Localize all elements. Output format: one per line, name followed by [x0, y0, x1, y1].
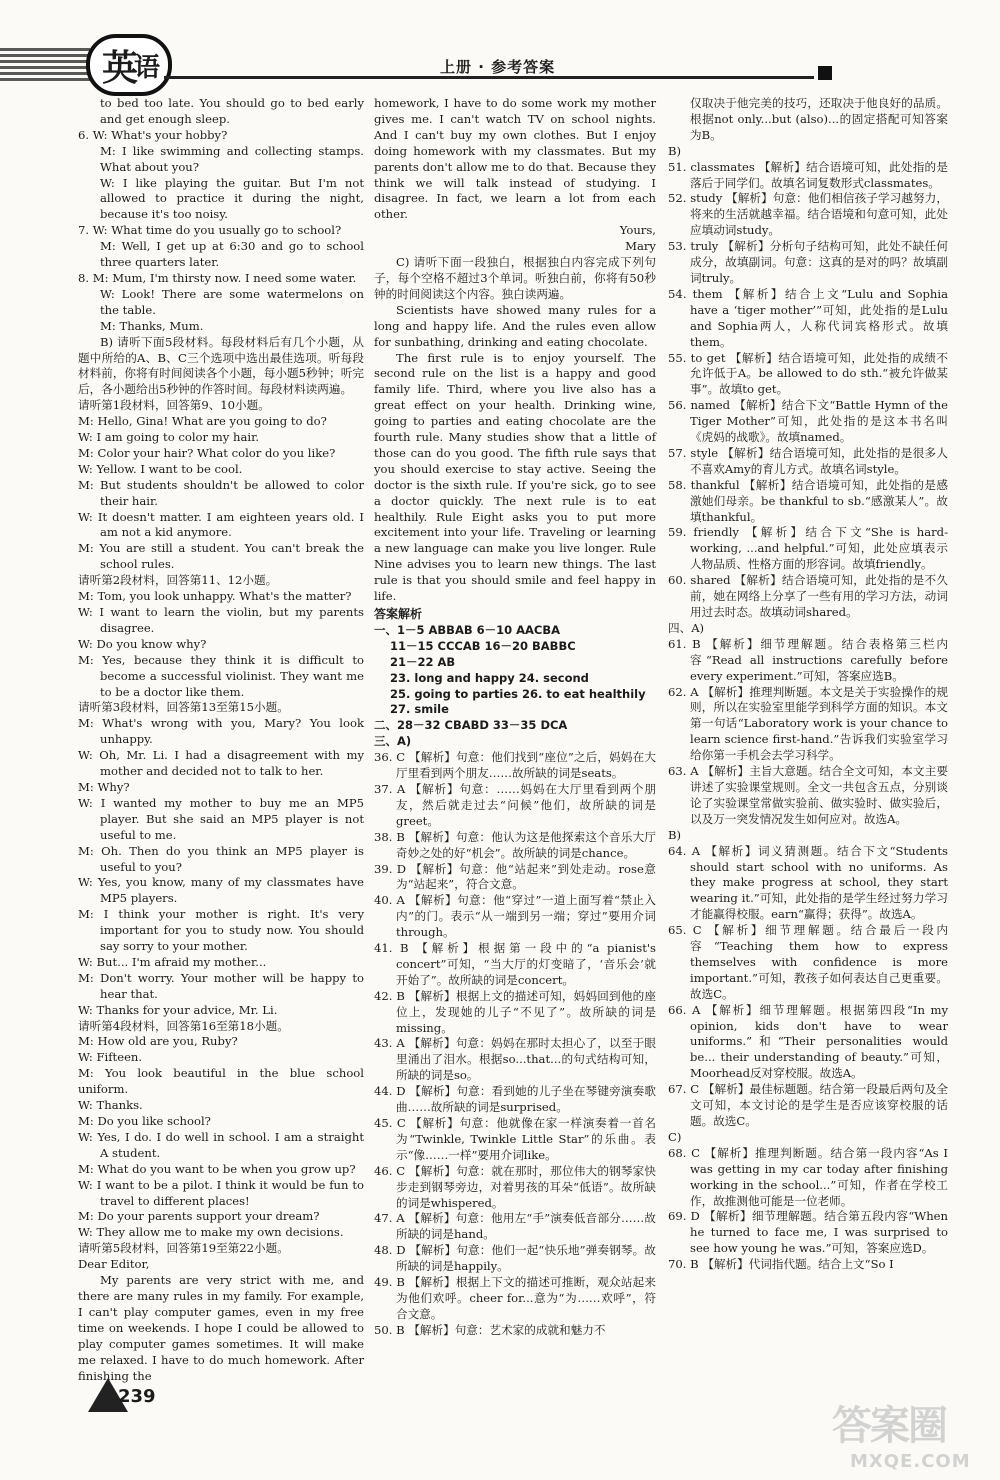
listening-script-line: M: Thanks, Mum.	[100, 318, 204, 333]
listening-script-line: M: Do you like school?	[78, 1114, 211, 1128]
answer-key-line: 11－15 CCCAB 16－20 BABBC	[390, 638, 576, 653]
listening-script-line: 请听第3段材料，回答第13至第15小题。	[78, 700, 289, 715]
listening-script-line: B) 请听下面5段材料。每段材料后有几个小题，从题中所给的A、B、C三个选项中选出最佳选项。听每段材料前，你将有时间阅读各个小题，每小题5秒钟；听完后，各小题给出5秒钟的作答时间。每段材料读两遍。	[78, 334, 364, 397]
answer-explanation: 41. B 【解析】根据第一段中的“a pianist's concert”可知，“当大厅的灯变暗了，‘音乐会’就开始了”。故所缺的词是concert。	[374, 941, 656, 987]
answer-explanation: 63. A 【解析】主旨大意题。结合全文可知，本文主要讲述了实验课堂规则。全文一共包含五点，分别谈论了实验课堂常做实验前、做实验时、做实验后，以及万一突发情况发生如何应对。故选A。	[668, 764, 948, 826]
logo-small-char: 语	[134, 52, 157, 83]
listening-script-line: M: I think your mother is right. It's very important for you to study now. You should say sorry to your mother.	[78, 907, 364, 954]
answer-explanation: 50. B 【解析】句意：艺术家的成就和魅力不	[374, 1322, 606, 1337]
listening-script-line: C) 请听下面一段独白，根据独白内容完成下列句子，每个空格不超过3个单词。听独白前，你将有50秒钟的时间阅读这个内容。独白读两遍。	[374, 255, 656, 301]
listening-script-line: W: Fifteen.	[78, 1050, 143, 1065]
answer-explanation: B)	[668, 143, 682, 158]
answer-explanation: C)	[668, 1129, 682, 1144]
answer-explanation: 46. C 【解析】句意：就在那时，那位伟大的钢琴家快步走到钢琴旁边，对着男孩的耳朵“低语”。故所缺的词是whispered。	[374, 1163, 656, 1210]
listening-script-line: M: Color your hair? What color do you like?	[78, 445, 336, 460]
answer-explanation: 37. A 【解析】句意：……妈妈在大厅里看到两个朋友，然后就走过去“问候”他们，故所缺的词是greet。	[374, 781, 656, 828]
answer-explanation: 59. friendly 【解析】结合下文“She is hard-working, ...and helpful.”可知，此处应填表示人物品质、性格方面的形容词。故填friendly。	[668, 525, 948, 572]
listening-script-line: W: I like playing the guitar. But I'm not allowed to practice it during the night, because it's too noisy.	[100, 175, 364, 222]
listening-script-line: 6. W: What's your hobby?	[78, 127, 228, 142]
answer-explanation: 40. A 【解析】句意：他“穿过”一道上面写着“禁止入内”的门。表示“从一端到另一端；穿过”要用介词through。	[374, 893, 656, 940]
answer-explanation: 67. C 【解析】最佳标题题。结合第一段最后两句及全文可知，本文讨论的是学生是否应该穿校服的话题。故选C。	[668, 1082, 948, 1128]
answer-explanation: 38. B 【解析】句意：他认为这是他探索这个音乐大厅奇妙之处的好“机会”。故所缺的词是chance。	[374, 829, 656, 860]
listening-script-line: M: Hello, Gina! What are you going to do?	[78, 414, 327, 429]
answer-explanation: 57. style 【解析】结合语境可知，此处指的是很多人不喜欢Amy的育儿方式。故填名词style。	[668, 445, 948, 476]
answer-explanation: 仅取决于他完美的技巧，还取决于他良好的品质。根据not only...but (also)...的固定搭配可知答案为B。	[690, 96, 948, 142]
listening-script-line: 7. W: What time do you usually go to school?	[78, 223, 342, 238]
listening-script-line: W: But... I'm afraid my mother...	[78, 954, 267, 969]
listening-script-line: 8. M: Mum, I'm thirsty now. I need some water.	[78, 270, 357, 285]
listening-script-line: W: Look! There are some watermelons on the table.	[100, 286, 364, 317]
listening-script-line: M: Well, I get up at 6:30 and go to school three quarters later.	[100, 239, 364, 270]
listening-script-line: W: Thanks.	[78, 1098, 143, 1113]
column-2	[374, 96, 656, 1339]
listening-script-line: M: Yes, because they think it is difficult to become a successful violinist. They want me to be a doctor like them.	[78, 652, 364, 699]
answer-explanation: 36. C 【解析】句意：他们找到“座位”之后，妈妈在大厅里看到两个朋友……故所缺的词是seats。	[374, 750, 656, 781]
listening-script-line: homework, I have to do some work my mother gives me. I can't watch TV on school nights. And I can't buy my own clothes. But I enjoy doing homework with my classmates. But my parents don't allow me to do that. Because they think we will talk instead of studying. I disagree. In fact, we learn a lot from each other.	[374, 96, 656, 222]
logo-main-char: 英	[101, 47, 134, 89]
answer-explanation: 49. B 【解析】根据上下文的描述可推断，观众站起来为他们欢呼。cheer for...意为“为……欢呼”，符合文意。	[374, 1275, 656, 1321]
listening-script-line: M: What do you want to be when you grow up?	[78, 1161, 356, 1176]
answer-explanation: 64. A 【解析】词义猜测题。结合下文“Students should start school with no uniforms. As they make progress at school, they start wearing it.”可知，此处指的是学生经过努力学习才能赢得校服。earn“赢得；获得”。故选A。	[668, 843, 948, 922]
listening-script-line: W: I want to be a pilot. I think it would be fun to travel to different places!	[78, 1177, 364, 1208]
answer-key-line: 二、28－32 CBABD 33－35 DCA	[374, 718, 568, 733]
answer-key-line: 21－22 AB	[390, 654, 456, 669]
answer-explanation: 70. B 【解析】代词指代题。结合上文“So I	[668, 1257, 894, 1272]
listening-script-line: W: Yellow. I want to be cool.	[78, 461, 243, 476]
answer-explanation: 65. C 【解析】细节理解题。结合最后一段内容“Teaching them how to express themselves with confidence is more important.”可知，教孩子如何表达自己更重要。故选C。	[668, 923, 948, 1001]
answer-explanation: 47. A 【解析】句意：他用左“手”演奏低音部分……故所缺的词是hand。	[374, 1211, 656, 1242]
answer-explanation: 56. named 【解析】结合下文“Battle Hymn of the Tiger Mother”可知，此处指的是这本书名叫《虎妈的战歌》。故填named。	[668, 398, 948, 445]
answer-explanation: 42. B 【解析】根据上文的描述可知，妈妈回到他的座位上，发现她的儿子“不见了”。故所缺的词是missing。	[374, 988, 656, 1035]
listening-script-line: M: You are still a student. You can't break the school rules.	[78, 541, 364, 572]
watermark-line-1: 答案圈	[832, 1403, 946, 1449]
answer-explanation: 54. them 【解析】结合上文“Lulu and Sophia have a ‘tiger mother’”可知，此处指的是Lulu and Sophia两人，人称代词宾格形式。故填them。	[668, 286, 948, 349]
page-number: 239	[118, 1386, 156, 1407]
listening-script-line: M: How old are you, Ruby?	[78, 1034, 238, 1049]
answer-explanation: 66. A 【解析】细节理解题。根据第四段“In my opinion, kids don't have to wear uniforms.”和“Their personalities would be... their understanding of beauty.”可知，Moorhead反对穿校服。故选A。	[668, 1002, 948, 1081]
listening-script-line: W: I want to learn the violin, but my parents disagree.	[78, 605, 364, 635]
listening-script-line: M: Why?	[78, 779, 130, 794]
listening-script-line: W: Oh, Mr. Li. I had a disagreement with my mother and decided not to talk to her.	[78, 748, 364, 779]
listening-script-line: M: Do your parents support your dream?	[78, 1209, 320, 1224]
answer-explanation: 68. C 【解析】推理判断题。结合第一段内容“As I was getting in my car today after finishing working in the school...”可知，作者在学校工作，故推测他可能是一位老师。	[668, 1145, 948, 1208]
listening-script-line: M: What's wrong with you, Mary? You look unhappy.	[78, 716, 364, 747]
answer-explanation: 53. truly 【解析】分析句子结构可知，此处不缺任何成分，故填副词。句意：这真的是对的吗？故填副词truly。	[668, 239, 948, 285]
listening-script-line: M: You look beautiful in the blue school uniform.	[78, 1066, 364, 1097]
listening-script-line: 请听第4段材料，回答第16至第18小题。	[78, 1018, 289, 1033]
listening-script-line: 请听第2段材料，回答第11、12小题。	[78, 573, 278, 588]
answer-explanation: 48. D 【解析】句意：他们一起“快乐地”弹奏钢琴。故所缺的词是happily。	[374, 1243, 656, 1274]
listening-script-line: The first rule is to enjoy yourself. The second rule on the list is a happy and good family life. Third, where you live also has a great effect on your health. Drinking wine, going to parties and eating chocolate are the fourth rule. Many studies show that a little of those can do you good. The fifth rule says that you should exercise to stay active. Seeing the doctor is the sixth rule. If you're sick, go to see a doctor quickly. The next rule is to eat healthily. Rule Eight asks you to put more excitement into your life. Traveling or learning a new language can make you live longer. Rule Nine advises you to learn new things. The last rule is that you should smile and feel happy in life.	[374, 350, 656, 604]
answer-explanation: 61. B 【解析】细节理解题。结合表格第三栏内容“Read all instructions carefully before every experiment.”可知，答案应选B。	[668, 636, 948, 683]
answer-key-line: 25. going to parties 26. to eat healthily	[390, 686, 646, 701]
watermark-line-2: MXQE.COM	[850, 1451, 971, 1472]
watermark	[832, 1394, 982, 1476]
listening-script-line: M: I like swimming and collecting stamps. What about you?	[100, 143, 364, 174]
listening-script-line: W: Yes, you know, many of my classmates have MP5 players.	[78, 875, 364, 906]
answer-explanation: 58. thankful 【解析】结合语境可知，此处指的是感激她们母亲。be thankful to sb.“感激某人”。故填thankful。	[668, 477, 948, 524]
answer-explanation: 39. D 【解析】句意：他“站起来”到处走动。rose意为“站起来”，符合文意。	[374, 861, 656, 892]
header-square-mark	[818, 66, 832, 80]
answer-explanation: 四、A)	[668, 620, 705, 635]
listening-script-line: Mary	[625, 239, 656, 254]
listening-script-line: M: Oh. Then do you think an MP5 player is useful to you?	[78, 843, 364, 874]
answer-key-line: 三、A)	[374, 734, 412, 749]
answer-explanation: 62. A 【解析】推理判断题。本文是关于实验操作的规则，所以在实验室里能学到科学方面的知识。本文第一句话“Laboratory work is your chance to learn science first-hand.”告诉我们实验室学习给你第一手机会去学习科学。	[668, 684, 948, 763]
listening-script-line: W: Thanks for your advice, Mr. Li.	[78, 1002, 278, 1017]
answer-explanation: 44. D 【解析】句意：看到她的儿子坐在琴键旁演奏歌曲……故所缺的词是surprised。	[374, 1084, 656, 1115]
listening-script-line: W: Yes, I do. I do well in school. I am a straight A student.	[78, 1129, 364, 1160]
header-stripes	[0, 48, 90, 82]
listening-script-line: 请听第1段材料，回答第9、10小题。	[78, 398, 270, 413]
listening-script-line: M: But students shouldn't be allowed to color their hair.	[78, 477, 364, 508]
listening-script-line: Dear Editor,	[78, 1257, 150, 1272]
answer-key-line: 27. smile	[390, 702, 449, 717]
answer-explanation: 52. study 【解析】句意：他们相信孩子学习越努力，将来的生活就越幸福。结合语境和句意可知，此处应填动词study。	[668, 191, 948, 238]
listening-script-line: M: Don't worry. Your mother will be happy to hear that.	[78, 970, 364, 1001]
column-1	[78, 96, 364, 1384]
answer-explanation: 69. D 【解析】细节理解题。结合第五段内容“When he turned to face me, I was surprised to see how young he was.”可知，答案应选D。	[668, 1209, 948, 1256]
listening-script-line: W: It doesn't matter. I am eighteen years old. I am not a kid anymore.	[78, 509, 364, 540]
page-title: 上册 · 参考答案	[440, 58, 556, 76]
listening-script-line: 请听第5段材料，回答第19至第22小题。	[78, 1241, 289, 1256]
listening-script-line: W: Do you know why?	[78, 636, 207, 651]
listening-script-line: Yours,	[619, 223, 656, 238]
listening-script-line: M: Tom, you look unhappy. What's the matter?	[78, 589, 352, 604]
answer-explanation: 55. to get 【解析】结合语境可知，此处指的成绩不允许低于A。be allowed to do sth.“被允许做某事”。故填to get。	[668, 350, 948, 397]
listening-script-line: W: They allow me to make my own decisions.	[78, 1225, 344, 1240]
answer-key-line: 一、1－5 ABBAB 6－10 AACBA	[374, 622, 561, 637]
listening-script-line: W: I am going to color my hair.	[78, 430, 260, 445]
answer-explanation: B)	[668, 827, 682, 842]
page-header	[0, 0, 1000, 92]
answer-key-line: 23. long and happy 24. second	[390, 670, 589, 685]
listening-script-line: to bed too late. You should go to bed early and get enough sleep.	[100, 96, 364, 126]
answer-heading: 答案解析	[374, 607, 423, 621]
answer-explanation: 43. A 【解析】句意：妈妈在那时太担心了，以至于眼里涌出了泪水。根据so...that...的句式结构可知，所缺的词是so。	[374, 1036, 656, 1083]
logo	[86, 34, 172, 96]
answer-explanation: 45. C 【解析】句意：他就像在家一样演奏着一首名为“Twinkle, Twinkle Little Star”的乐曲。表示“像……一样”要用介词like。	[374, 1116, 656, 1162]
listening-script-line: My parents are very strict with me, and there are many rules in my family. For example, I can't play computer games, even in my free time on weekends. I hope I could be allowed to play computer games sometimes. It will make me relaxed. I have to do much homework. After finishing the	[78, 1273, 364, 1383]
column-3	[668, 96, 948, 1273]
answer-explanation: 51. classmates 【解析】结合语境可知，此处指的是落后于同学们。故填名词复数形式classmates。	[668, 159, 948, 190]
answer-explanation: 60. shared 【解析】结合语境可知，此处指的是不久前，她在网络上分享了一些有用的学习方法，动词用过去时态。故填动词shared。	[668, 573, 948, 619]
listening-script-line: Scientists have showed many rules for a long and happy life. And the rules even allow for sunbathing, drinking and eating chocolate.	[374, 302, 656, 349]
listening-script-line: W: I wanted my mother to buy me an MP5 player. But she said an MP5 player is not useful to me.	[78, 795, 364, 842]
